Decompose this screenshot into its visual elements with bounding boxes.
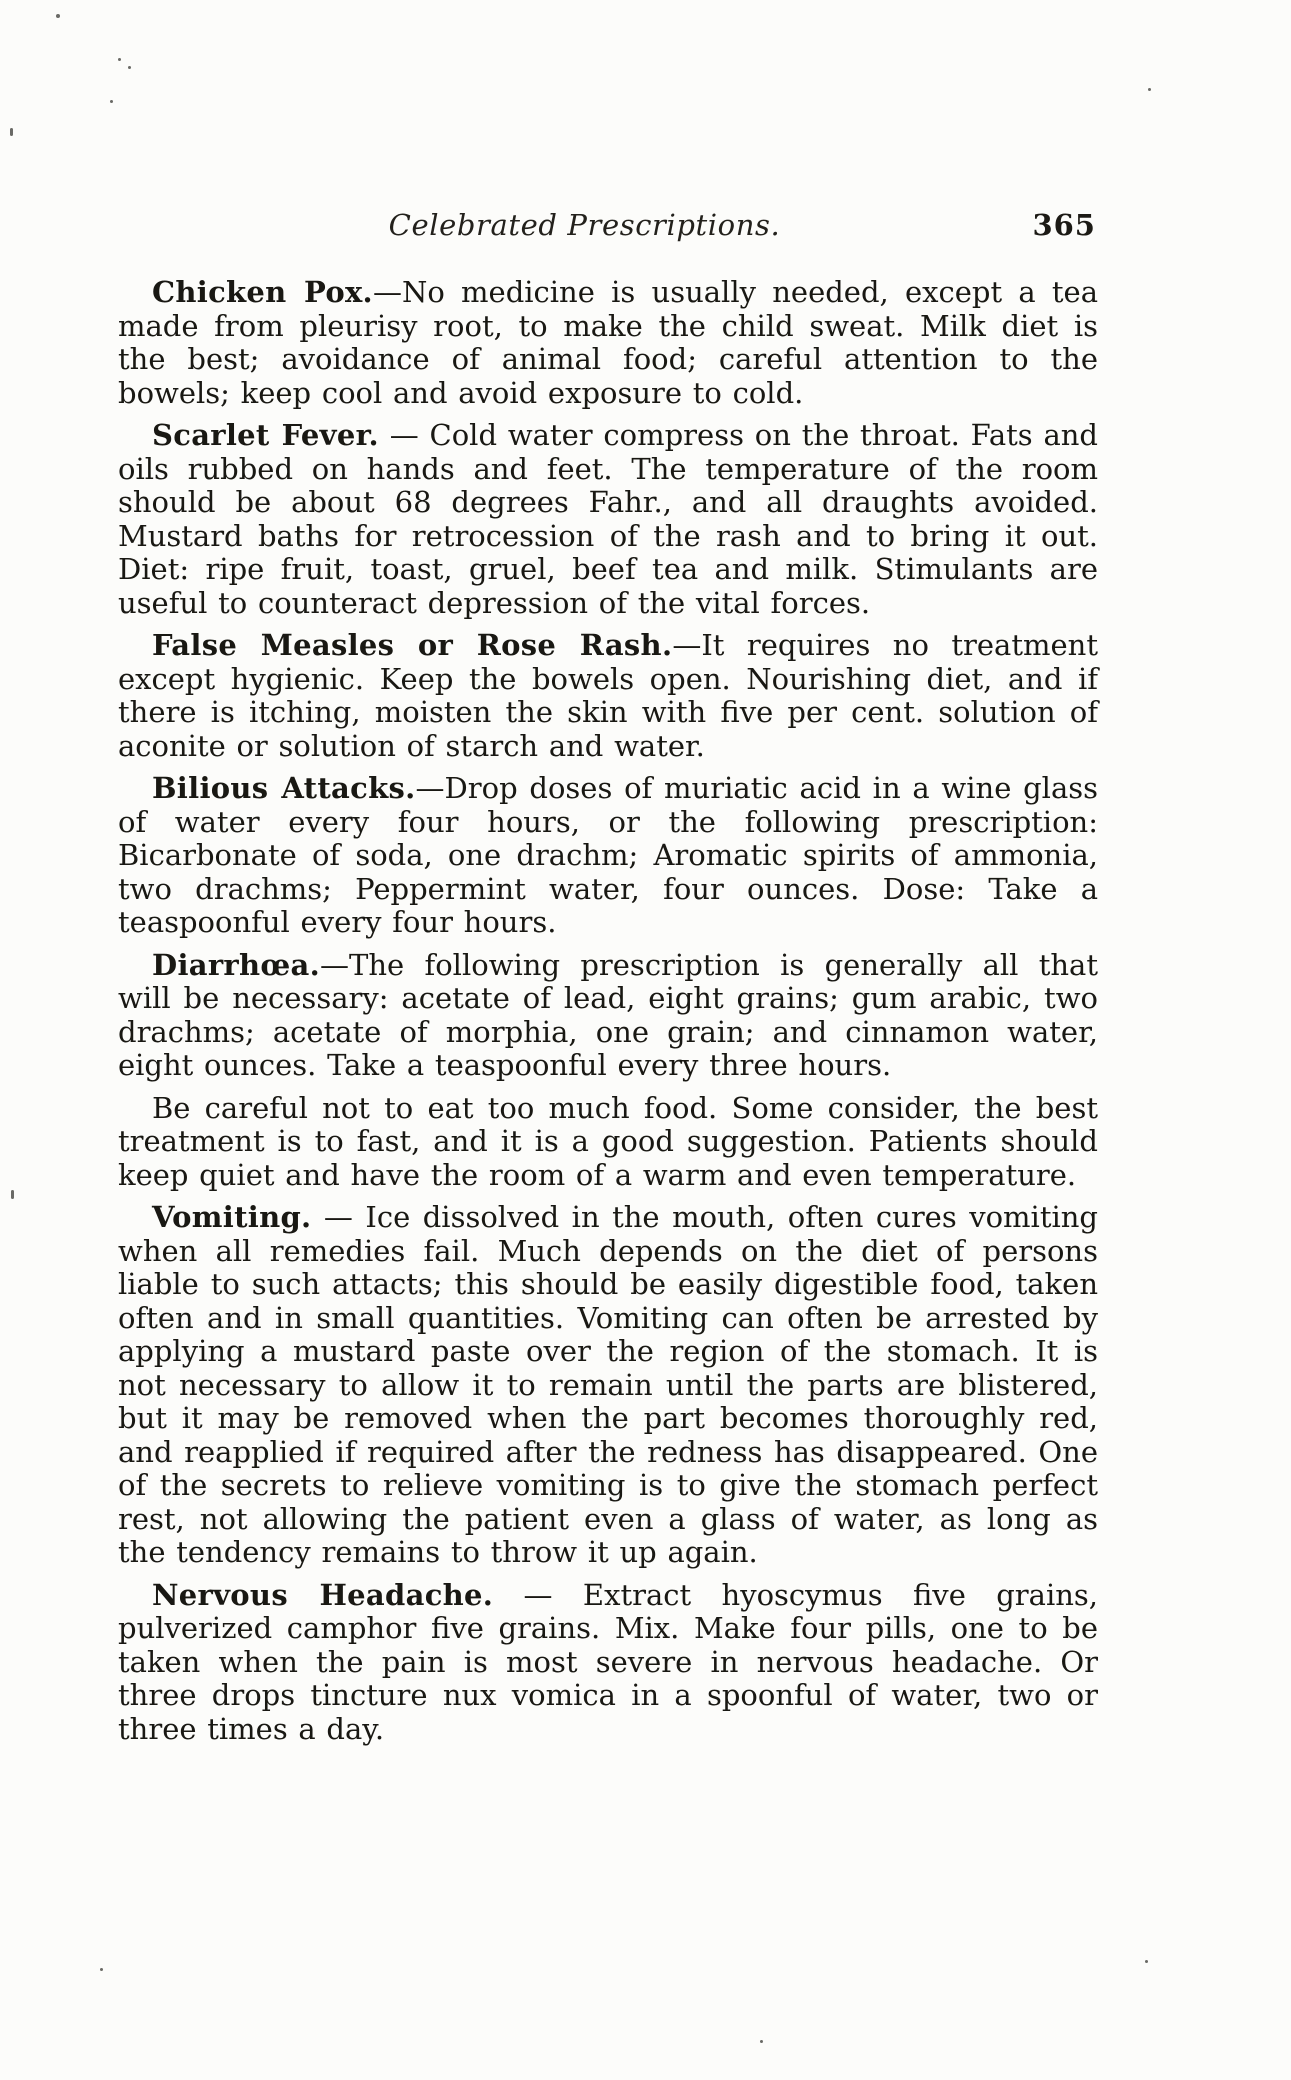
scan-speck <box>56 14 60 18</box>
scan-speck <box>118 58 121 61</box>
paragraph-text: —It requires no treatment except hygienic. Keep the bowels open. Nourishing diet, and if there is itching, moisten the skin with five per cent. solution of aconite or solution of starch and water. <box>118 628 1098 763</box>
scan-speck <box>100 1968 103 1971</box>
scan-speck <box>760 2040 763 2043</box>
paragraph-chicken-pox <box>118 276 1098 410</box>
paragraph-text: — Ice dissolved in the mouth, often cures vomiting when all remedies fail. Much depends on the diet of persons liable to such attacts; this should be easily digestible food, taken often and in small quantities. Vomiting can often be arrested by applying a mustard paste over the region of the stomach. It is not necessary to allow it to remain until the parts are blistered, but it may be removed when the part becomes thoroughly red, and reapplied if required after the redness has disappeared. One of the secrets to relieve vomiting is to give the stomach perfect rest, not allowing the patient even a glass of water, as long as the tendency remains to throw it up again. <box>118 1200 1098 1569</box>
paragraph-lead: Vomiting. <box>152 1200 312 1234</box>
scan-speck <box>11 1190 14 1199</box>
page-title: Celebrated Prescriptions. <box>388 208 781 242</box>
paragraph-nervous-headache <box>118 1579 1098 1747</box>
paragraph-false-measles <box>118 629 1098 763</box>
scan-speck <box>1148 88 1151 91</box>
paragraph-lead: False Measles or Rose Rash. <box>152 628 673 662</box>
paragraph-text: —Drop doses of muriatic acid in a wine glass of water every four hours, or the following prescription: Bicarbonate of soda, one drachm; Aromatic spirits of ammonia, two drachms; Peppermint water, four ounces. Dose: Take a teaspoonful every four hours. <box>118 771 1098 939</box>
paragraph-lead: Nervous Headache. <box>152 1577 494 1612</box>
paragraph-vomiting <box>118 1201 1098 1570</box>
paragraph-text: Be careful not to eat too much food. Some consider, the best treatment is to fast, and it is a good suggestion. Patients should keep quiet and have the room of a warm and even temperature. <box>118 1090 1098 1192</box>
paragraph-diarrhoea <box>118 949 1098 1083</box>
scan-speck <box>128 66 131 69</box>
paragraph-bilious-attacks <box>118 772 1098 940</box>
paragraph-lead: Scarlet Fever. <box>152 418 379 452</box>
paragraph-scarlet-fever <box>118 419 1098 620</box>
paragraph-text: — Cold water compress on the throat. Fats and oils rubbed on hands and feet. The temperature of the room should be about 68 degrees Fahr., and all draughts avoided. Mustard baths for retrocession of the rash and to bring it out. Diet: ripe fruit, toast, gruel, beef tea and milk. Stimulants are useful to counteract depression of the vital forces. <box>118 418 1098 620</box>
paragraph-lead: Bilious Attacks. <box>152 771 416 805</box>
paragraph-diarrhoea-advice <box>118 1092 1098 1193</box>
paragraph-lead: Chicken Pox. <box>152 275 373 309</box>
paragraph-lead: Diarrhœa. <box>152 947 320 982</box>
paragraph-text: —The following prescription is generally all that will be necessary: acetate of lead, eight grains; gum arabic, two drachms; acetate of morphia, one grain; and cinnamon water, eight ounces. Take a teaspoonful every three hours. <box>118 947 1098 1082</box>
paragraph-text: — Extract hyoscymus five grains, pulverized camphor five grains. Mix. Make four pills, one to be taken when the pain is most severe in nervous headache. Or three drops tincture nux vomica in a spoonful of water, two or three times a day. <box>118 1577 1098 1746</box>
page-header <box>118 208 1098 250</box>
scan-speck <box>10 128 13 136</box>
page-content <box>118 208 1098 1746</box>
paragraph-text: —No medicine is usually needed, except a tea made from pleurisy root, to make the child sweat. Milk diet is the best; avoidance of animal food; careful attention to the bowels; keep cool and avoid exposure to cold. <box>118 275 1098 410</box>
scan-speck <box>1145 1960 1148 1963</box>
scan-speck <box>110 100 113 103</box>
page-number: 365 <box>1032 208 1096 242</box>
